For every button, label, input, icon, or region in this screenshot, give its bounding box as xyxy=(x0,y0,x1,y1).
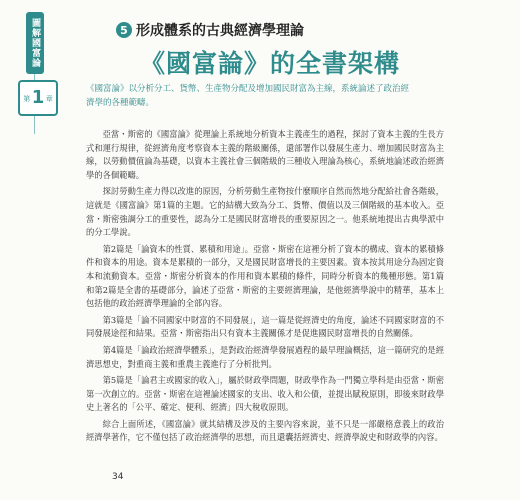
section-heading xyxy=(116,20,304,40)
section-number-badge: 5 xyxy=(116,22,132,38)
chapter-suffix: 章 xyxy=(45,94,54,102)
page-number: 34 xyxy=(112,472,124,482)
intro-summary: 《國富論》以分析分工、貨幣、生產物分配及增加國民財富為主線，系統論述了政治經濟學的各種範疇。 xyxy=(86,84,410,108)
side-tab: 圖解國富論 xyxy=(26,12,44,74)
chapter-prefix: 第 xyxy=(22,94,31,102)
page-title: 《國富論》的全書架構 xyxy=(140,49,401,78)
paragraph: 第5篇是「論君主或國家的收入」，屬於財政學問題，財政學作為一門獨立學科是由亞當・斯密第一次創立的。亞當・斯密在這裡論述國家的支出、收入和公債，並提出賦稅原則，即後來財政學史上著名的「公平、確定、便利、經濟」四大稅收原則。 xyxy=(86,375,444,413)
paragraph: 第3篇是「論不同國家中財富的不同發展」，這一篇是從經濟史的角度，論述不同國家財富的不同發展途徑和結果。亞當・斯密指出只有資本主義關係才是促進國民財富增長的自然關係。 xyxy=(86,314,444,339)
chapter-number: 1 xyxy=(31,87,45,108)
body-text xyxy=(86,128,444,448)
paragraph: 探討勞動生產力得以改進的原因，分析勞動生產物按什麼順序自然而然地分配給社會各階級，這就是《國富論》第1篇的主題。它的結構大致為分工、貨幣、價值以及三個階級的基本收入。亞當・斯密強調分工的重要性，認為分工是國民財富增長的重要原因之一。他系統地提出古典學派中的分工學說。 xyxy=(86,186,444,238)
chapter-badge xyxy=(18,80,58,116)
section-title: 形成體系的古典經濟學理論 xyxy=(136,23,304,39)
paragraph: 第2篇是「論資本的性質、累積和用途」。亞當・斯密在這裡分析了資本的構成、資本的累積條件和資本的用途。資本是累積的一部分，又是國民財富增長的主要因素。資本按其用途分為固定資本和流動資本。亞當・斯密分析資本的作用和資本累積的條件，同時分析資本的幾種形態。第1篇和第2篇是全書的基礎部分，論述了亞當・斯密的主要經濟理論，是他經濟學說中的精華，基本上包括他的政治經濟學理論的全部內容。 xyxy=(86,243,444,309)
paragraph: 綜合上面所述，《國富論》就其結構及涉及的主要內容來說，並不只是一部嚴格意義上的政治經濟學著作，它不僅包括了政治經濟學的思想，而且還囊括經濟史、經濟學說史和財政學的內容。 xyxy=(86,418,444,443)
paragraph: 亞當・斯密的《國富論》從理論上系統地分析資本主義產生的過程，探討了資本主義的生長方式和運行規律，從經濟角度考察資本主義的階級關係，還部署作以發展生產力、增加國民財富為主線，以勞動價值論為基礎，以資本主義社會三個階級的三種收入理論為核心，系統地論述政治經濟學的各個範疇。 xyxy=(86,129,444,180)
paragraph: 第4篇是「論政治經濟學體系」，是對政治經濟學發展過程的最早理論概括，這一篇研究的是經濟思想史，對重商主義和重農主義進行了分析批判。 xyxy=(86,344,444,369)
